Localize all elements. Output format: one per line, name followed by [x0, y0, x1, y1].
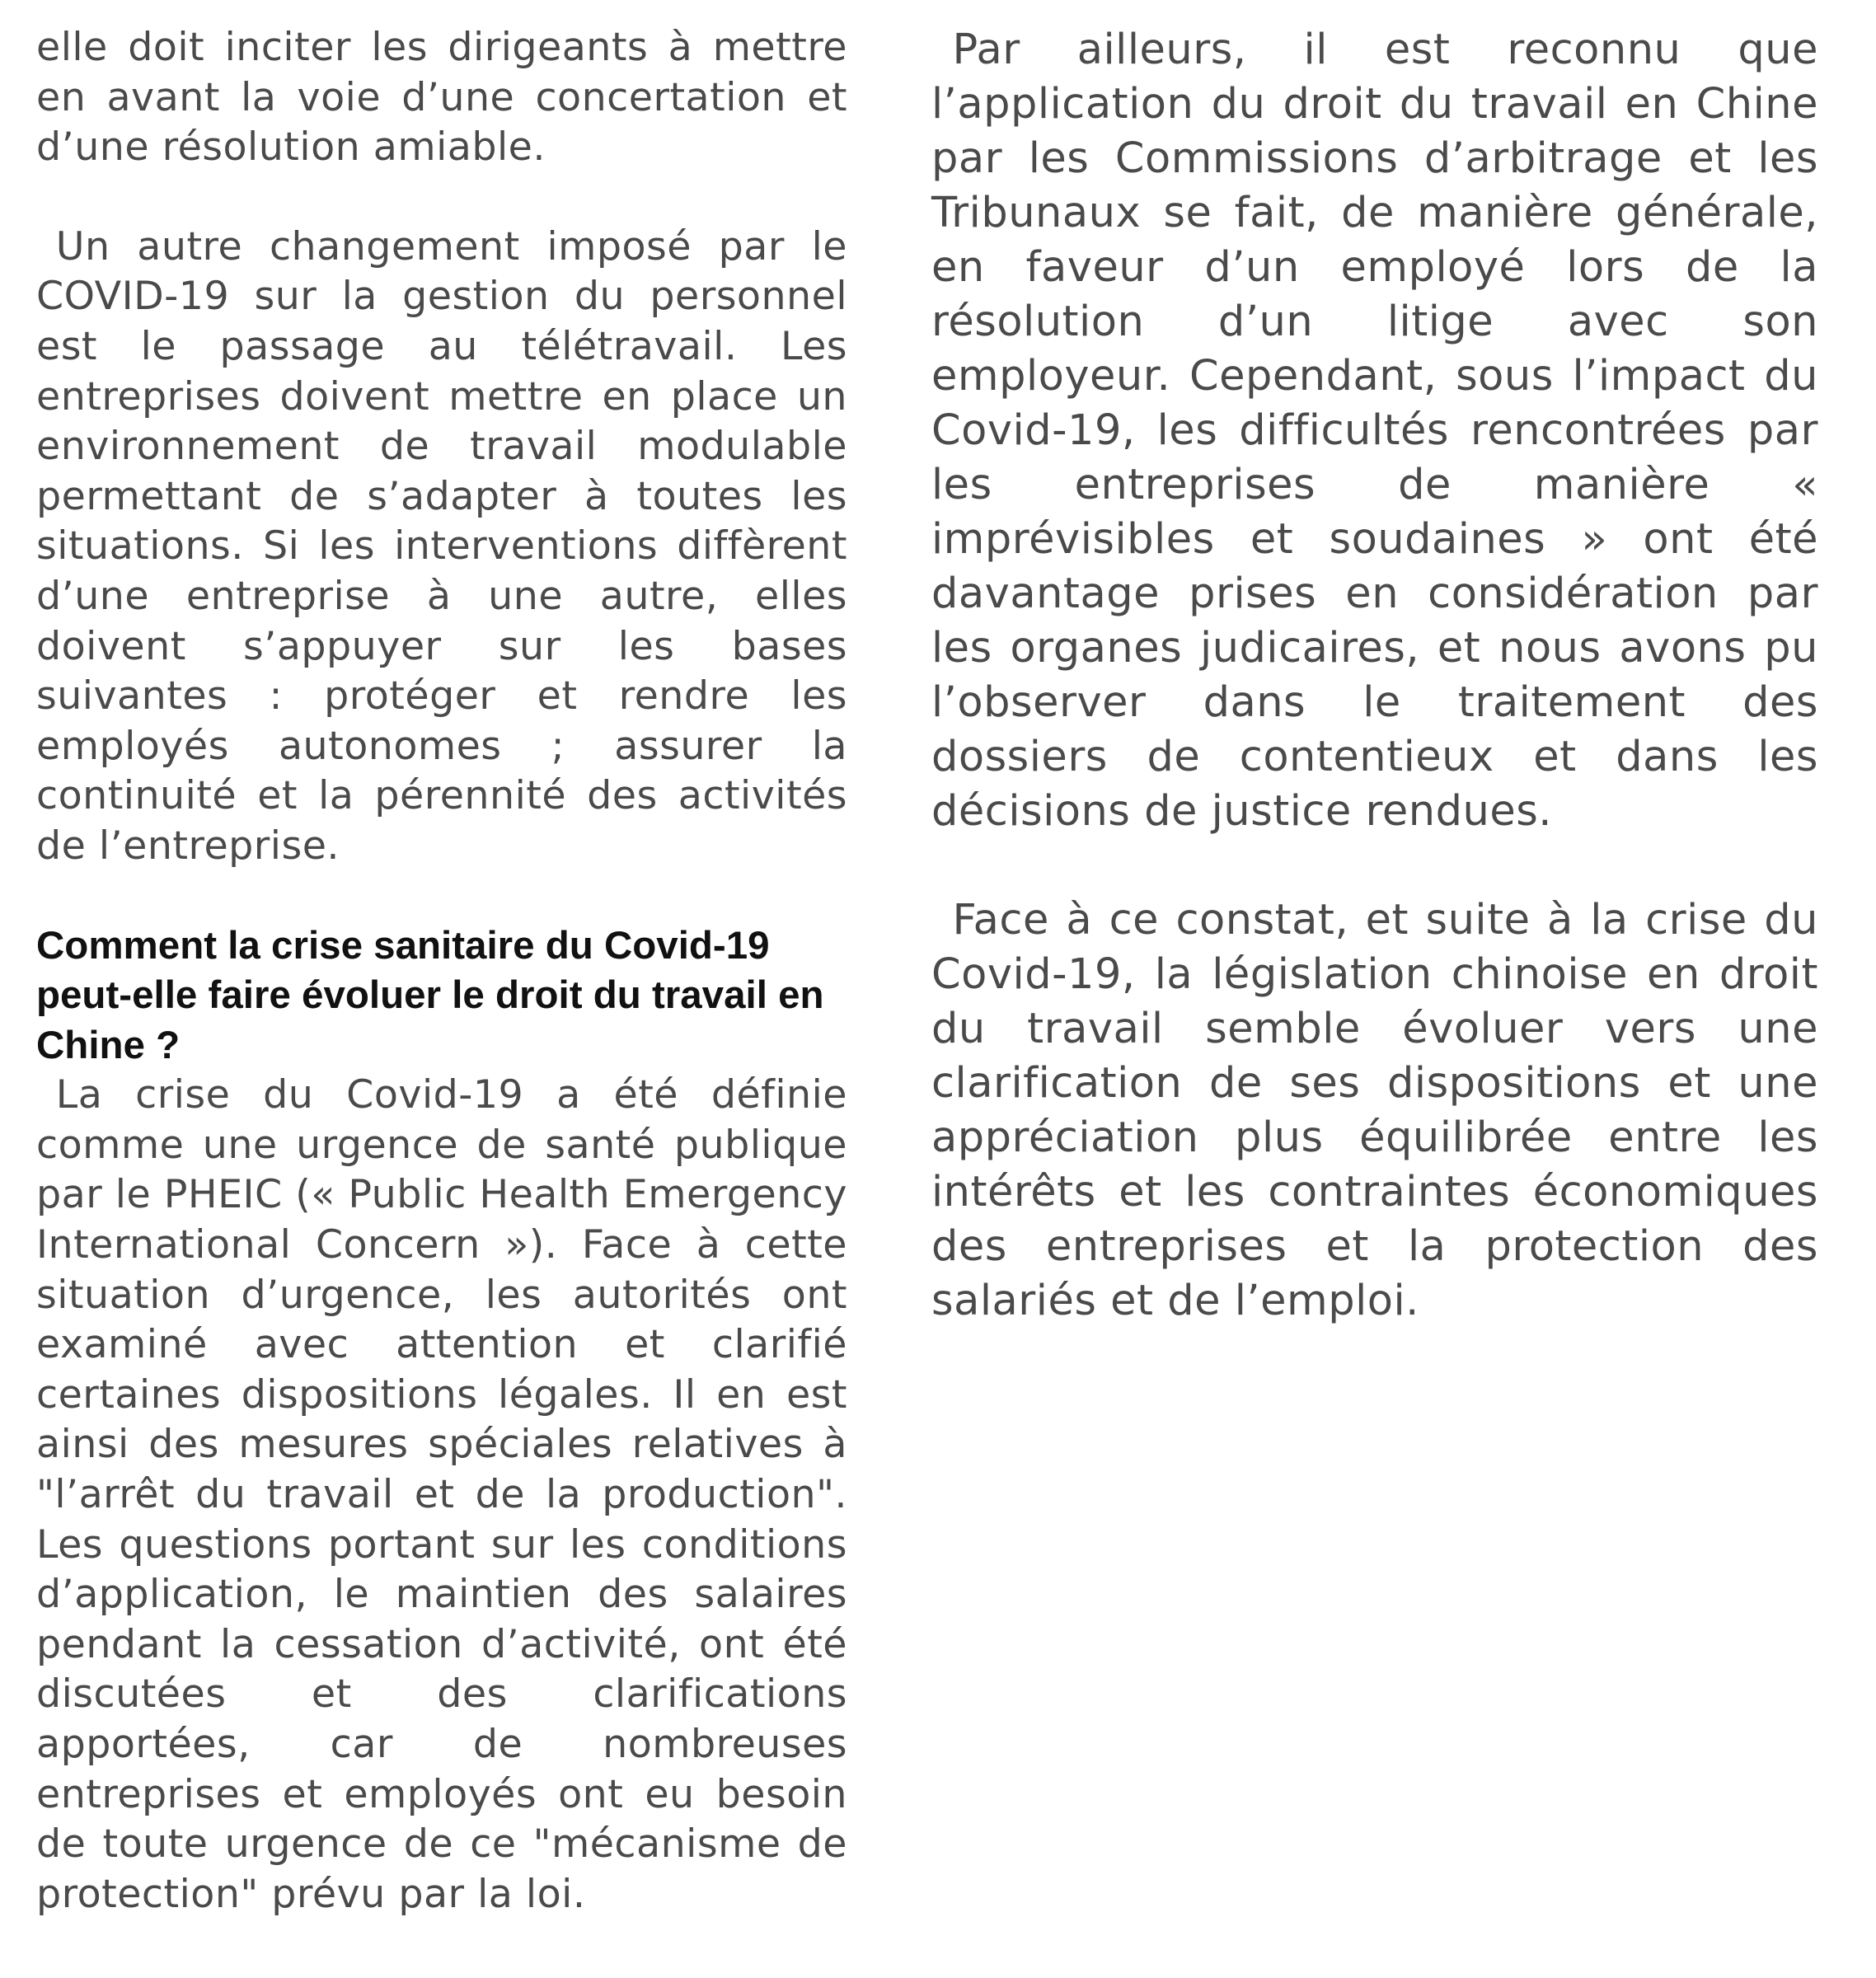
left-paragraph-1: elle doit inciter les dirigeants à mettre en avant la voie d’une concertation et d’une résolution amiable. — [36, 25, 847, 171]
left-paragraph-3: La crise du Covid-19 a été définie comme une urgence de santé publique par le PHEIC (« Public Health Emergency International Concern »). Face à cette situation d’urgence, les autorités ont examiné avec attention et clarifié certaines dispositions légales. Il en est ainsi des mesures spéciales relatives à "l’arrêt du travail et de la production". Les questions portant sur les conditions d’application, le maintien des salaires pendant la cessation d’activité, ont été discutées et des clarifications apportées, car de nombreuses entreprises et employés ont eu besoin de toute urgence de ce "mécanisme de protection" prévu par la loi. — [36, 1072, 847, 1917]
paragraph-gap — [36, 872, 847, 921]
paragraph-gap — [931, 839, 1818, 893]
right-paragraph-1: Par ailleurs, il est reconnu que l’application du droit du travail en Chine par les Commissions d’arbitrage et les Tribunaux se fait, de manière générale, en faveur d’un employé lors de la résolution d’un litige avec son employeur. Cependant, sous l’impact du Covid-19, les difficultés rencontrées par les entreprises de manière « imprévisibles et soudaines » ont été davantage prises en considération par les organes judicaires, et nous avons pu l’observer dans le traitement des dossiers de contentieux et dans les décisions de justice rendues. — [931, 26, 1818, 836]
right-column — [931, 23, 1818, 1329]
section-heading: Comment la crise sanitaire du Covid-19 peut-elle faire évoluer le droit du travail en Chine ? — [36, 923, 824, 1067]
paragraph-gap — [36, 173, 847, 223]
left-paragraph-2: Un autre changement imposé par le COVID-19 sur la gestion du personnel est le passage au télétravail. Les entreprises doivent mettre en place un environnement de travail modulable permettant de s’adapter à toutes les situations. Si les interventions diffèrent d’une entreprise à une autre, elles doivent s’appuyer sur les bases suivantes : protéger et rendre les employés autonomes ; assurer la continuité et la pérennité des activités de l’entreprise. — [36, 223, 847, 869]
right-paragraph-2: Face à ce constat, et suite à la crise du Covid-19, la législation chinoise en droit du travail semble évoluer vers une clarification de ses dispositions et une appréciation plus équilibrée entre les intérêts et les contraintes économiques des entreprises et la protection des salariés et de l’emploi. — [931, 896, 1818, 1325]
left-column — [36, 23, 847, 1919]
